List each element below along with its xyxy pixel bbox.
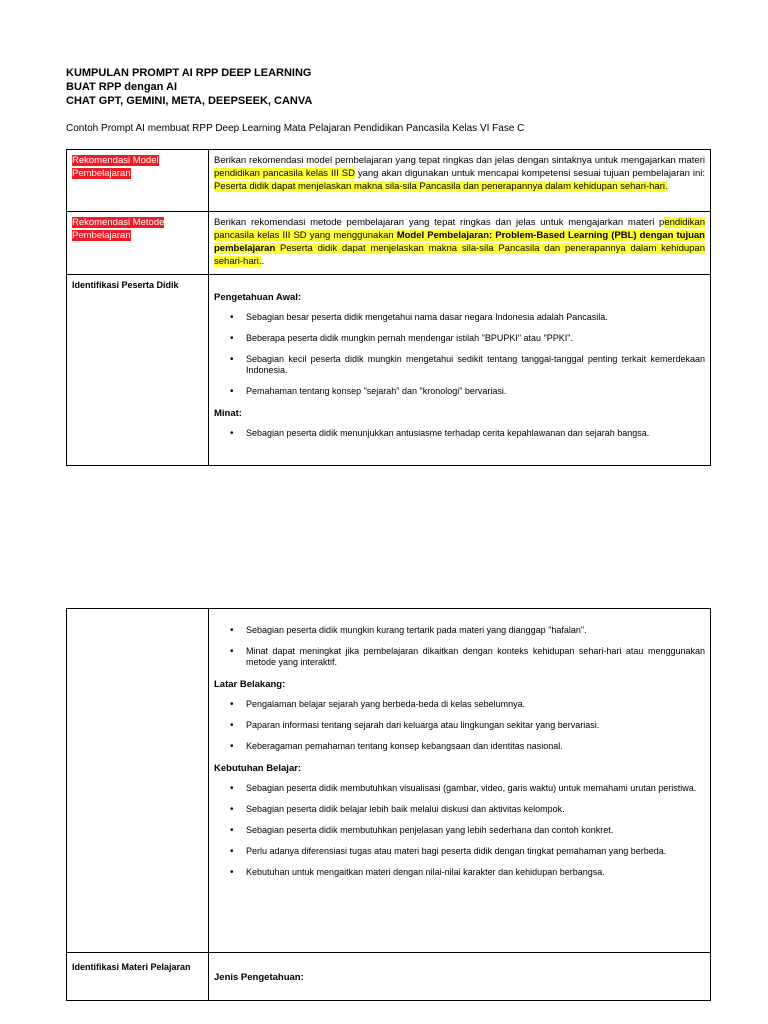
section-title: Kebutuhan Belajar: — [214, 763, 302, 774]
bullet-list — [214, 428, 705, 439]
rpp-table-page-2 — [66, 608, 711, 1001]
label-metode: Rekomendasi Metode Pembelajaran — [72, 217, 165, 241]
list-item: • Minat dapat meningkat jika pembelajaran dikaitkan dengan konteks kehidupan sehari-hari atau menggunakan metode yang interaktif. — [246, 646, 705, 668]
heading-line-1: KUMPULAN PROMPT AI RPP DEEP LEARNING — [66, 67, 312, 79]
list-item: • Sebagian besar peserta didik mengetahui nama dasar negara Indonesia adalah Pancasila. — [246, 312, 705, 323]
prompt-model-cell — [209, 150, 711, 212]
table-row-metode — [67, 212, 711, 275]
list-item: • Sebagian peserta didik menunjukkan antusiasme terhadap cerita kepahlawanan dan sejarah bangsa. — [246, 428, 705, 439]
highlight-text: Peserta didik dapat menjelaskan makna sila-sila Pancasila dan penerapannya dalam kehidupan sehari-hari. — [214, 243, 705, 267]
prompt-text: . — [261, 256, 265, 267]
label-peserta-didik: Identifikasi Peserta Didik — [72, 280, 179, 290]
list-item: • Sebagian peserta didik membutuhkan penjelasan yang lebih sederhana dan contoh konkret. — [246, 825, 705, 836]
section-title: Pengetahuan Awal: — [214, 292, 302, 303]
peserta-didik-cell — [209, 275, 711, 466]
list-item: • Beberapa peserta didik mungkin pernah mendengar istilah "BPUPKI" atau "PPKI". — [246, 333, 705, 344]
bullet-list — [214, 783, 705, 878]
list-item: • Sebagian peserta didik membutuhkan visualisasi (gambar, video, garis waktu) untuk memahami urutan peristiwa. — [246, 783, 705, 794]
materi-cell — [209, 953, 711, 1001]
list-item: • Paparan informasi tentang sejarah dari keluarga atau lingkungan sekitar yang bervariasi. — [246, 720, 705, 731]
peserta-didik-cont-cell — [209, 609, 711, 953]
section-title: Latar Belakang: — [214, 679, 286, 690]
list-item: • Kebutuhan untuk mengaitkan materi dengan nilai-nilai karakter dan kehidupan berbangsa. — [246, 867, 705, 878]
prompt-text: Berikan rekomendasi model pembelajaran yang tepat ringkas dan jelas dengan sintaknya untuk mengajarkan materi — [214, 155, 705, 166]
prompt-metode-cell — [209, 212, 711, 275]
label-cell — [67, 953, 209, 1001]
label-cell-empty — [67, 609, 209, 953]
label-cell — [67, 275, 209, 466]
highlight-text: pendidikan pancasila kelas III SD — [214, 168, 355, 179]
list-item: • Sebagian peserta didik belajar lebih baik melalui diskusi dan aktivitas kelompok. — [246, 804, 705, 815]
highlight-text: endidikan pancasila kelas III SD yang menggunakan — [214, 217, 705, 241]
section-title: Minat: — [214, 408, 242, 419]
section-title: Jenis Pengetahuan: — [214, 972, 304, 983]
list-item: • Pemahaman tentang konsep "sejarah" dan "kronologi" bervariasi. — [246, 386, 705, 397]
highlight-bold-text: Model Pembelajaran: Problem-Based Learning (PBL) dengan tujuan pembelajaran — [214, 230, 705, 254]
list-item: • Sebagian kecil peserta didik mungkin mengetahui sedikit tentang tanggal-tanggal penting terkait kemerdekaan Indonesia. — [246, 354, 705, 376]
heading-line-2: BUAT RPP dengan AI — [66, 81, 178, 93]
document-heading — [66, 66, 312, 108]
prompt-text: Berikan rekomendasi metode pembelajaran yang tepat ringkas dan jelas untuk mengajarkan materi p — [214, 217, 665, 228]
bullet-list — [214, 699, 705, 752]
table-row-peserta-didik — [67, 275, 711, 466]
list-item: • Sebagian peserta didik mungkin kurang tertarik pada materi yang dianggap "hafalan". — [246, 625, 705, 636]
list-item: • Pengalaman belajar sejarah yang berbeda-beda di kelas sebelumnya. — [246, 699, 705, 710]
prompt-text: yang akan digunakan untuk mencapai kompetensi sesuai tujuan pembelajaran ini: — [354, 168, 705, 179]
bullet-list — [214, 312, 705, 397]
list-item: • Keberagaman pemahaman tentang konsep kebangsaan dan identitas nasional. — [246, 741, 705, 752]
table-row-peserta-didik-cont — [67, 609, 711, 953]
label-materi: Identifikasi Materi Pelajaran — [72, 962, 191, 972]
bullet-list — [214, 625, 705, 668]
label-model: Rekomendasi Model Pembelajaran — [72, 155, 159, 179]
label-cell — [67, 212, 209, 275]
highlight-text: Peserta didik dapat menjelaskan makna sila-sila Pancasila dan penerapannya dalam kehidupan sehari-hari. — [214, 181, 668, 192]
heading-line-3: CHAT GPT, GEMINI, META, DEEPSEEK, CANVA — [66, 95, 313, 107]
rpp-table-page-1 — [66, 149, 711, 466]
label-cell — [67, 150, 209, 212]
document-subtitle: Contoh Prompt AI membuat RPP Deep Learning Mata Pelajaran Pendidikan Pancasila Kelas VI Fase C — [66, 123, 525, 134]
table-row-materi — [67, 953, 711, 1001]
list-item: • Perlu adanya diferensiasi tugas atau materi bagi peserta didik dengan tingkat pemahaman yang berbeda. — [246, 846, 705, 857]
table-row-model — [67, 150, 711, 212]
